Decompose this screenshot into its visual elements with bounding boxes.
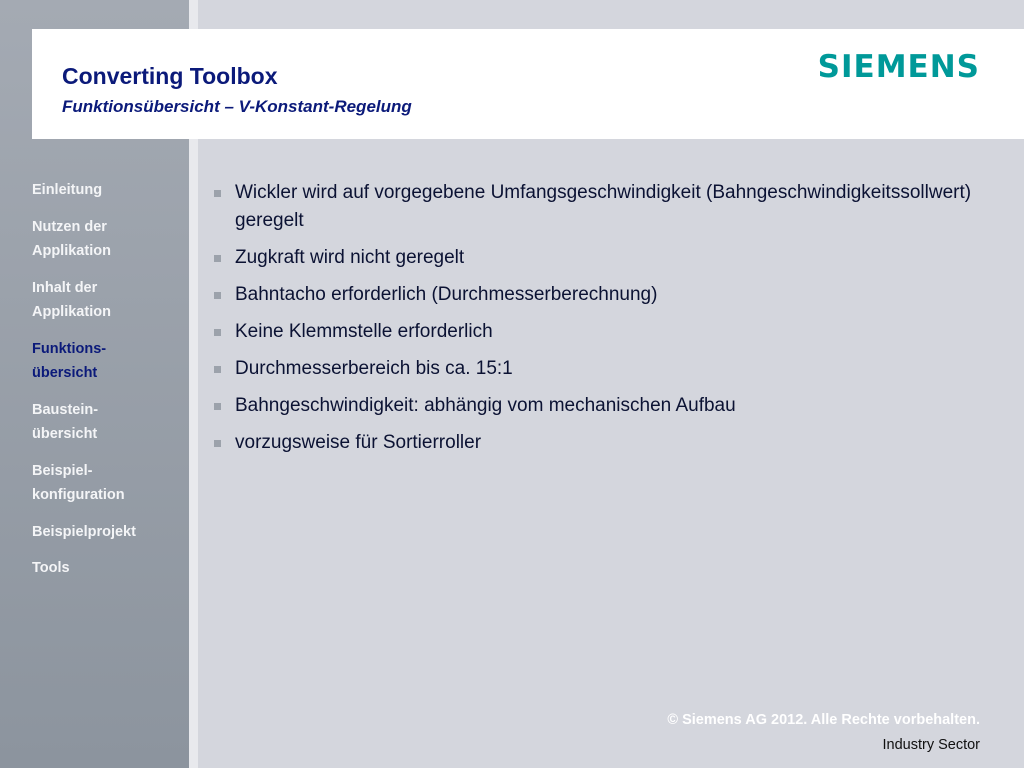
page-subtitle: Funktionsübersicht – V-Konstant-Regelung (62, 97, 412, 116)
bullet-text: Zugkraft wird nicht geregelt (235, 247, 465, 268)
bullet-text: Bahngeschwindigkeit: abhängig vom mechanischen Aufbau (235, 395, 736, 416)
square-bullet-icon (214, 292, 221, 299)
bullet-text: Wickler wird auf vorgegebene Umfangsgeschwindigkeit (Bahngeschwindigkeitssollwert) geregelt (235, 182, 972, 231)
sidebar-item-beispielkonfiguration[interactable]: Beispiel- konfiguration (32, 462, 125, 503)
sidebar-item-nutzen-der-applikation[interactable]: Nutzen der Applikation (32, 218, 111, 259)
square-bullet-icon (214, 366, 221, 373)
sidebar-item-beispielprojekt[interactable]: Beispielprojekt (32, 523, 136, 540)
list-item (213, 429, 1003, 457)
square-bullet-icon (214, 255, 221, 262)
list-item (213, 281, 1003, 309)
bullet-text: Keine Klemmstelle erforderlich (235, 321, 493, 342)
square-bullet-icon (214, 190, 221, 197)
header-panel (32, 29, 1024, 139)
square-bullet-icon (214, 329, 221, 336)
bullet-text: vorzugsweise für Sortierroller (235, 432, 482, 453)
list-item (213, 355, 1003, 383)
square-bullet-icon (214, 403, 221, 410)
list-item (213, 179, 1003, 235)
sidebar-item-inhalt-der-applikation[interactable]: Inhalt der Applikation (32, 279, 111, 320)
siemens-logo: SIEMENS (817, 49, 980, 85)
bullet-text: Durchmesserbereich bis ca. 15:1 (235, 358, 513, 379)
list-item (213, 318, 1003, 346)
main-content (213, 179, 1003, 466)
sidebar-item-einleitung[interactable]: Einleitung (32, 182, 103, 198)
bullet-text: Bahntacho erforderlich (Durchmesserberechnung) (235, 284, 658, 305)
page-title: Converting Toolbox (62, 63, 278, 89)
footer-copyright: © Siemens AG 2012. Alle Rechte vorbehalten. (667, 712, 980, 728)
sidebar-item-funktionsuebersicht[interactable]: Funktions- übersicht (32, 340, 107, 381)
sidebar-item-tools[interactable]: Tools (32, 560, 70, 576)
footer-sector: Industry Sector (882, 737, 980, 753)
list-item (213, 392, 1003, 420)
square-bullet-icon (214, 440, 221, 447)
list-item (213, 244, 1003, 272)
sidebar-item-bausteinuebersicht[interactable]: Baustein- übersicht (32, 401, 99, 442)
bullet-list (213, 179, 1003, 457)
sidebar-nav (32, 178, 184, 593)
